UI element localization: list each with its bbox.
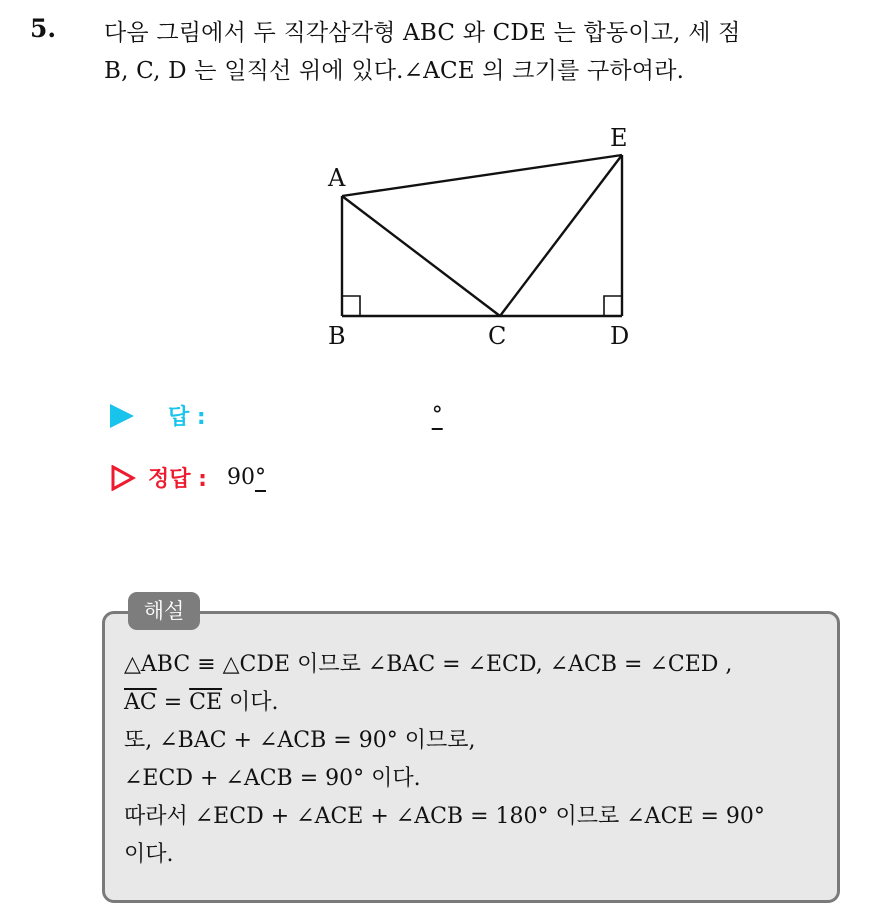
solution-line-1: △ABC ≡ △CDE 이므로 ∠BAC = ∠ECD, ∠ACB = ∠CED , [124, 652, 733, 677]
play-filled-icon [110, 404, 134, 428]
correct-answer-value [227, 465, 266, 490]
solution-line-4: ∠ECD + ∠ACB = 90° 이다. [124, 766, 421, 791]
question-number: 5. [30, 14, 57, 43]
vertex-label-e: E [610, 124, 628, 152]
correct-answer-unit: ° [254, 465, 266, 490]
triangle-figure [300, 118, 660, 358]
vertex-label-b: B [328, 322, 346, 350]
solution-text [124, 646, 834, 874]
equals-sign: = [156, 690, 190, 715]
correct-answer-label: 정답 : [148, 467, 207, 492]
segment-ae [342, 155, 622, 196]
question-line-2: B, C, D 는 일직선 위에 있다.∠ACE 의 크기를 구하여라. [104, 58, 685, 84]
right-angle-mark-d [604, 296, 622, 316]
solution-line-6: 이다. [124, 842, 174, 867]
solution-line-2 [124, 684, 834, 722]
vertex-label-d: D [610, 322, 630, 350]
segment-ac [342, 196, 500, 316]
user-answer-label: 답 : [168, 405, 206, 430]
segment-ce [500, 155, 622, 316]
question-line-1: 다음 그림에서 두 직각삼각형 ABC 와 CDE 는 합동이고, 세 점 [104, 20, 741, 46]
segment-ce-symbol: $\overline{CE}$ [189, 690, 223, 715]
vertex-label-c: C [488, 322, 507, 350]
play-outline-icon [110, 465, 136, 491]
user-answer-field[interactable]: ° [431, 403, 443, 428]
triangle-diagram [300, 118, 660, 358]
segment-ac-symbol: $\overline{AC}$ [124, 690, 157, 715]
user-answer-row [110, 400, 443, 431]
question-text [104, 14, 864, 90]
solution-line-5: 따라서 ∠ECD + ∠ACE + ∠ACB = 180° 이므로 ∠ACE = 90° [124, 804, 765, 829]
correct-answer-row [110, 462, 266, 493]
right-angle-mark-b [342, 296, 360, 316]
solution-tag: 해설 [128, 592, 200, 630]
solution-line-2-tail: 이다. [222, 690, 279, 715]
vertex-label-a: A [328, 164, 346, 192]
correct-answer-number: 90 [226, 465, 255, 490]
solution-line-3: 또, ∠BAC + ∠ACB = 90° 이므로, [124, 728, 476, 753]
